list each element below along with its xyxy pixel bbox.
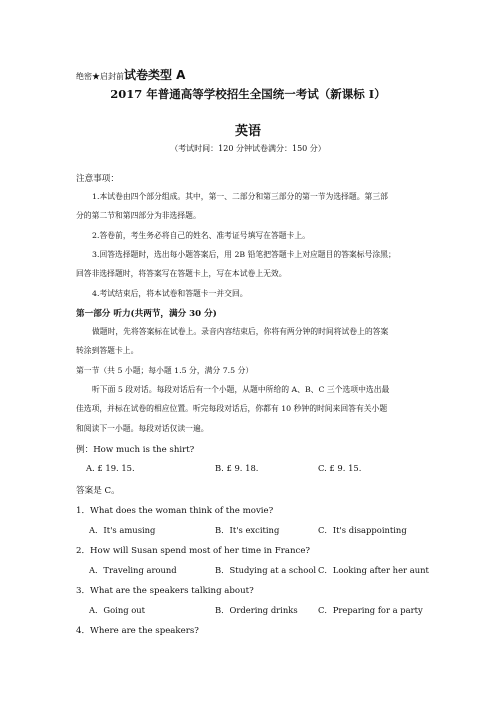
paper-type: 试卷类型 A (124, 68, 186, 82)
question-2-option-a: A．Traveling around (89, 565, 177, 575)
question-4: 4．Where are the speakers? (76, 626, 199, 636)
section1-heading: 第一节（共 5 小题；每小题 1.5 分，满分 7.5 分） (76, 366, 254, 375)
part1-intro-line-1: 做题时，先将答案标在试卷上。录音内容结束后，你将有两分钟的时间将试卷上的答案 (92, 327, 389, 336)
section1-instruction-line-3: 和阅读下一小题。每段对话仅读一遍。 (76, 424, 209, 433)
exam-header-label (76, 66, 185, 83)
example-answer: 答案是 C。 (76, 486, 120, 496)
part1-heading: 第一部分 听力(共两节，满分 30 分) (76, 309, 217, 319)
question-1: 1．What does the woman think of the movie? (76, 506, 274, 516)
question-1-option-b: B．It's exciting (215, 525, 280, 535)
example-option-b: B. £ 9. 18. (215, 463, 259, 473)
subject-title: 英语 (234, 124, 261, 139)
question-3-option-b: B．Ordering drinks (215, 605, 298, 615)
note-item-3-line-1: 3.回答选择题时，选出每小题答案后，用 2B 铅笔把答题卡上对应题目的答案标号涂黑； (92, 250, 396, 259)
question-2-option-b: B．Studying at a school (215, 565, 317, 575)
note-item-1-line-2: 分的第二节和第四部分为非选择题。 (76, 211, 201, 220)
note-item-1-line-1: 1.本试卷由四个部分组成。其中，第一、二部分和第三部分的第一节为选择题。第三部 (92, 192, 388, 201)
note-item-4: 4.考试结束后，将本试卷和答题卡一并交回。 (92, 289, 248, 298)
exam-title: 2017 年普通高等学校招生全国统一考试（新课标 I） (110, 87, 386, 101)
question-3-option-a: A．Going out (89, 605, 146, 615)
part1-intro-line-2: 转涂到答题卡上。 (76, 346, 139, 355)
question-1-option-a: A．It's amusing (89, 525, 156, 535)
question-2-option-c: C．Looking after her aunt (318, 565, 429, 575)
section1-instruction-line-2: 佳选项，并标在试卷的相应位置。听完每段对话后，你都有 10 秒钟的时间来回答有关小题 (76, 404, 388, 413)
question-1-option-c: C．It's disappointing (318, 525, 407, 535)
note-item-2: 2.答卷前，考生务必将自己的姓名、准考证号填写在答题卡上。 (92, 231, 310, 240)
question-3: 3．What are the speakers talking about? (76, 586, 254, 596)
secret-mark: 绝密★启封前 (76, 72, 124, 81)
question-3-option-c: C．Preparing for a party (318, 605, 423, 615)
example-option-c: C. £ 9. 15. (318, 463, 362, 473)
example-option-a: A. £ 19. 15. (86, 463, 135, 473)
question-2: 2．How will Susan spend most of her time in France? (76, 546, 311, 556)
section1-instruction-line-1: 听下面 5 段对话。每段对话后有一个小题，从题中所给的 A、B、C 三个选项中选出最 (92, 385, 390, 394)
note-item-3-line-2: 回答非选择题时，将答案写在答题卡上，写在本试卷上无效。 (76, 269, 287, 278)
example-question: 例：How much is the shirt? (76, 445, 195, 455)
exam-info: （考试时间：120 分钟试卷满分：150 分） (170, 144, 326, 153)
notes-heading: 注意事项： (76, 174, 119, 184)
